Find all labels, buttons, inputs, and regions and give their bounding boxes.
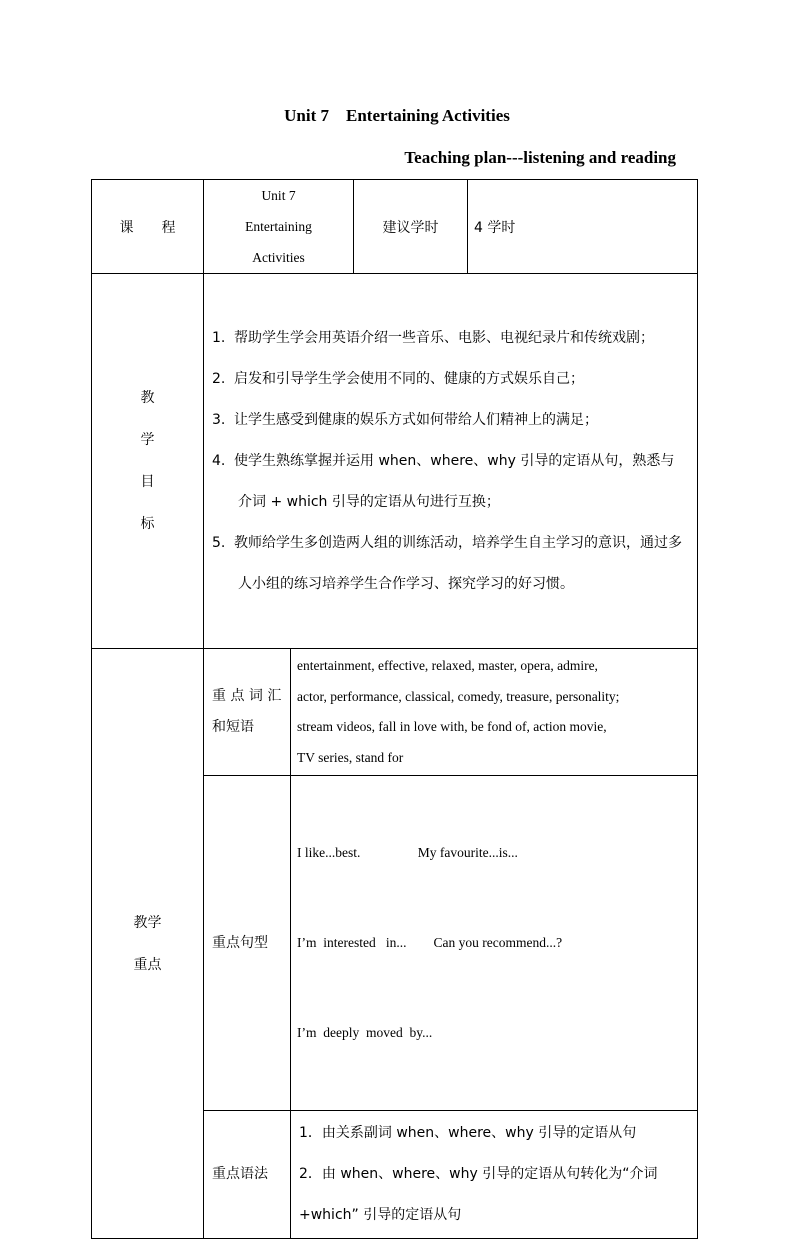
vocab-label: 重 点 词 汇 和短语 bbox=[204, 649, 291, 776]
goals-list bbox=[204, 274, 698, 649]
vocab-line: TV series, stand for bbox=[297, 749, 404, 765]
grammar-item: 1．由关系副词 when、where、why 引导的定语从句 bbox=[299, 1125, 637, 1141]
course-label: 课 程 bbox=[92, 180, 204, 274]
vocab-line: entertainment, effective, relaxed, master, opera, admire, bbox=[297, 658, 598, 673]
grammar-content bbox=[291, 1111, 698, 1239]
goal-item: 1. 帮助学生学会用英语介绍一些音乐、电影、电视纪录片和传统戏剧； bbox=[212, 329, 654, 346]
goal-item: 2. 启发和引导学生学会使用不同的、健康的方式娱乐自己； bbox=[212, 370, 584, 387]
sentence-line: I’m deeply moved by... bbox=[297, 1025, 433, 1040]
course-row bbox=[92, 180, 698, 274]
vocab-line: stream videos, fall in love with, be fond of, action movie, bbox=[297, 719, 607, 734]
focus-label-line: 教学 bbox=[133, 914, 162, 931]
goal-item: 4. 使学生熟练掌握并运用 when、where、why 引导的定语从句，熟悉与介词 + which 引导的定语从句进行互换； bbox=[212, 452, 675, 510]
course-unit-line: Unit 7 bbox=[261, 188, 296, 203]
goals-label bbox=[92, 274, 204, 649]
goals-label-char: 目 bbox=[140, 474, 155, 490]
vocab-content bbox=[291, 649, 698, 776]
sentence-line: I like...best. My favourite...is... bbox=[297, 845, 518, 860]
focus-label bbox=[92, 649, 204, 1239]
goal-item: 5. 教师给学生多创造两人组的训练活动，培养学生自主学习的意识，通过多人小组的练习培养学生合作学习、探究学习的好习惯。 bbox=[212, 534, 682, 592]
sentence-line: I’m interested in... Can you recommend...? bbox=[297, 935, 563, 950]
sentence-content bbox=[291, 776, 698, 1111]
goals-label-char: 教 bbox=[140, 390, 155, 406]
grammar-label: 重点语法 bbox=[204, 1111, 291, 1239]
teaching-plan-table bbox=[91, 179, 698, 1239]
vocab-line: actor, performance, classical, comedy, treasure, personality; bbox=[297, 688, 620, 704]
vocab-row bbox=[92, 649, 698, 776]
goals-label-char: 标 bbox=[140, 516, 155, 532]
document-title: Unit 7 Entertaining Activities bbox=[284, 106, 510, 125]
document-subtitle: Teaching plan---listening and reading bbox=[404, 148, 676, 167]
course-unit bbox=[204, 180, 354, 274]
hours-label: 建议学时 bbox=[354, 180, 468, 274]
goal-item: 3. 让学生感受到健康的娱乐方式如何带给人们精神上的满足； bbox=[212, 411, 598, 428]
grammar-item: 2．由 when、where、why 引导的定语从句转化为“介词+which” 引导的定语从句 bbox=[299, 1166, 658, 1223]
hours-value: 4 学时 bbox=[468, 180, 698, 274]
sentence-label: 重点句型 bbox=[204, 776, 291, 1111]
goals-row bbox=[92, 274, 698, 649]
focus-label-line: 重点 bbox=[133, 956, 162, 973]
course-unit-line: Entertaining bbox=[245, 219, 312, 234]
goals-label-char: 学 bbox=[140, 432, 155, 448]
course-unit-line: Activities bbox=[252, 250, 305, 265]
